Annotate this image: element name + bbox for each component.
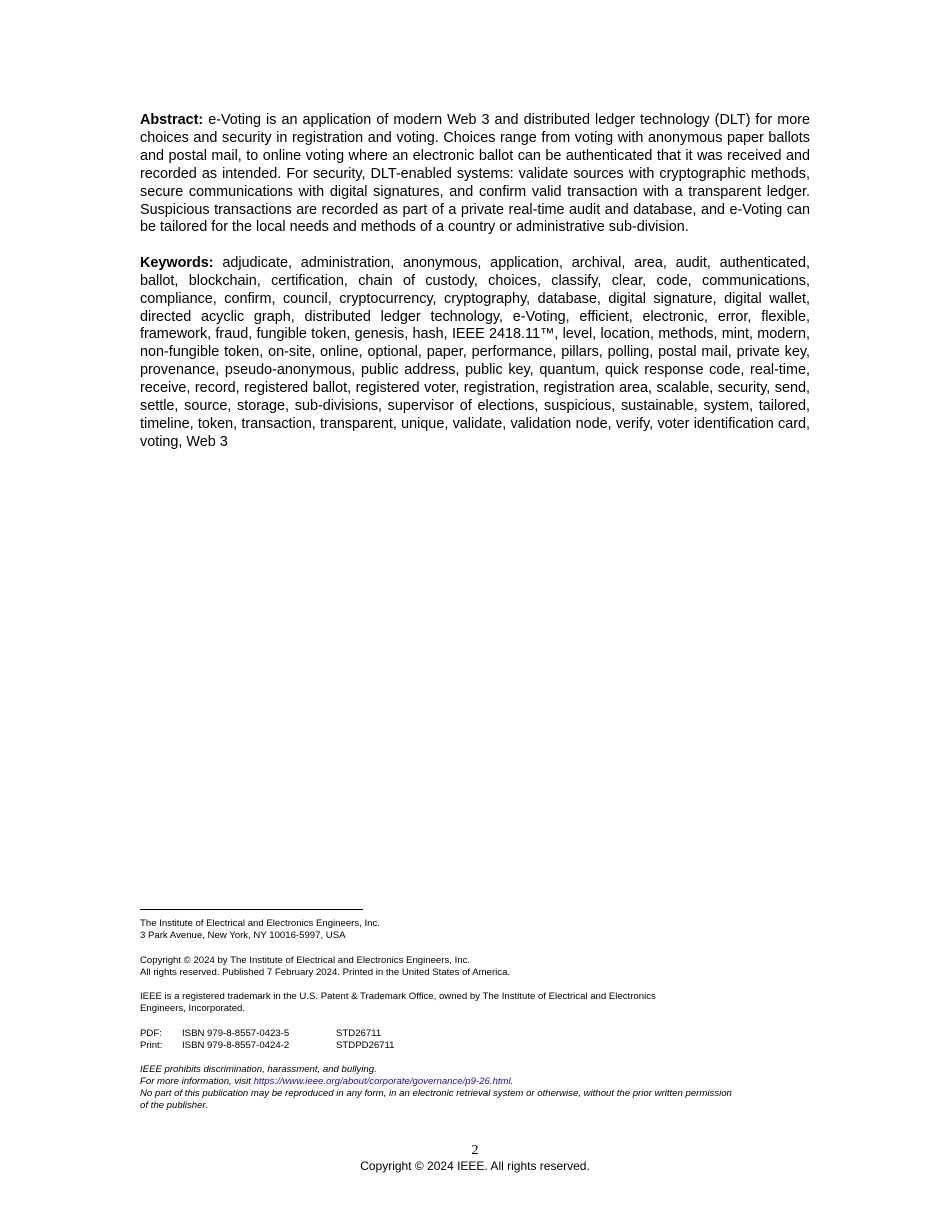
copyright-line-1: Copyright © 2024 by The Institute of Electrical and Electronics Engineers, Inc. xyxy=(140,954,471,966)
footnote-divider xyxy=(140,909,363,910)
info-suffix: . xyxy=(510,1076,514,1087)
keywords-text: adjudicate, administration, anonymous, application, archival, area, audit, authenticated, ballot, blockchain, certification, chain of custody, choices, classify, clear, code, communications, compliance, confirm, council, cryptocurrency, cryptography, database, digital signature, digital wallet, directed acyclic graph, distributed ledger technology, e-Voting, efficient, electronic, error, flexible, framework, fraud, fungible token, genesis, hash, IEEE 2418.11™, level, location, methods, mint, modern, non-fungible token, on-site, online, optional, paper, performance, pillars, polling, postal mail, private key, provenance, pseudo-anonymous, public address, public key, quantum, quick response code, real-time, receive, record, registered ballot, registered voter, registration, registration area, scalable, security, send, settle, source, storage, sub-divisions, supervisor of elections, suspicious, sustainable, system, tailored, timeline, token, transaction, transparent, unique, validate, validation node, verify, voter identification card, voting, Web 3 xyxy=(140,254,810,450)
isbn-block xyxy=(140,1028,812,1052)
abstract-text: e-Voting is an application of modern Web 3 and distributed ledger technology (DLT) for more choices and security in registration and voting. Choices range from voting with anonymous paper ballots and postal mail, to online voting where an electronic ballot can be authenticated that it was received and recorded as intended. For security, DLT-enabled systems: validate sources with cryptographic methods, secure communications with digital signatures, and confirm valid transaction with a transparent ledger. Suspicious transactions are recorded as part of a private real-time audit and database, and e-Voting can be tailored for the local needs and methods of a country or administrative sub-division. xyxy=(140,112,810,236)
isbn-format: Print: xyxy=(140,1039,163,1051)
isbn-number: ISBN 979-8-8557-0423-5 xyxy=(182,1027,290,1039)
isbn-format: PDF: xyxy=(140,1027,162,1039)
copyright-block xyxy=(140,955,812,979)
reproduction-line-2: of the publisher. xyxy=(140,1100,208,1111)
isbn-row-print xyxy=(140,1040,812,1052)
org-name: The Institute of Electrical and Electronics Engineers, Inc. xyxy=(140,918,380,929)
keywords-label: Keywords: xyxy=(140,254,214,271)
trademark-line-2: Engineers, Incorporated. xyxy=(140,1003,246,1014)
copyright-line-2: All rights reserved. Published 7 February 2024. Printed in the United States of America. xyxy=(140,966,511,978)
isbn-row-pdf xyxy=(140,1028,812,1040)
governance-link[interactable]: https://www.ieee.org/about/corporate/governance/p9-26.html xyxy=(253,1076,511,1087)
publisher-address-block xyxy=(140,918,812,942)
trademark-line-1: IEEE is a registered trademark in the U.S. Patent & Trademark Office, owned by The Institute of Electrical and Electronics xyxy=(140,991,656,1002)
page-copyright: Copyright © 2024 IEEE. All rights reserved. xyxy=(360,1159,590,1173)
footnotes xyxy=(140,909,812,1125)
policy-block xyxy=(140,1064,812,1112)
isbn-std: STD26711 xyxy=(336,1027,382,1039)
reproduction-line-1: No part of this publication may be reproduced in any form, in an electronic retrieval system or otherwise, without the prior written permission xyxy=(140,1088,732,1099)
isbn-std: STDPD26711 xyxy=(336,1039,395,1051)
abstract-paragraph xyxy=(140,112,810,237)
main-content xyxy=(140,112,810,452)
info-prefix: For more information, visit xyxy=(140,1076,254,1087)
trademark-block xyxy=(140,991,812,1015)
info-line xyxy=(140,1076,812,1088)
keywords-paragraph xyxy=(140,255,810,452)
org-address: 3 Park Avenue, New York, NY 10016-5997, USA xyxy=(140,930,346,941)
policy-line: IEEE prohibits discrimination, harassment, and bullying. xyxy=(140,1064,377,1075)
page-number: 2 xyxy=(471,1143,479,1158)
isbn-number: ISBN 979-8-8557-0424-2 xyxy=(182,1039,290,1051)
abstract-label: Abstract: xyxy=(140,112,204,128)
